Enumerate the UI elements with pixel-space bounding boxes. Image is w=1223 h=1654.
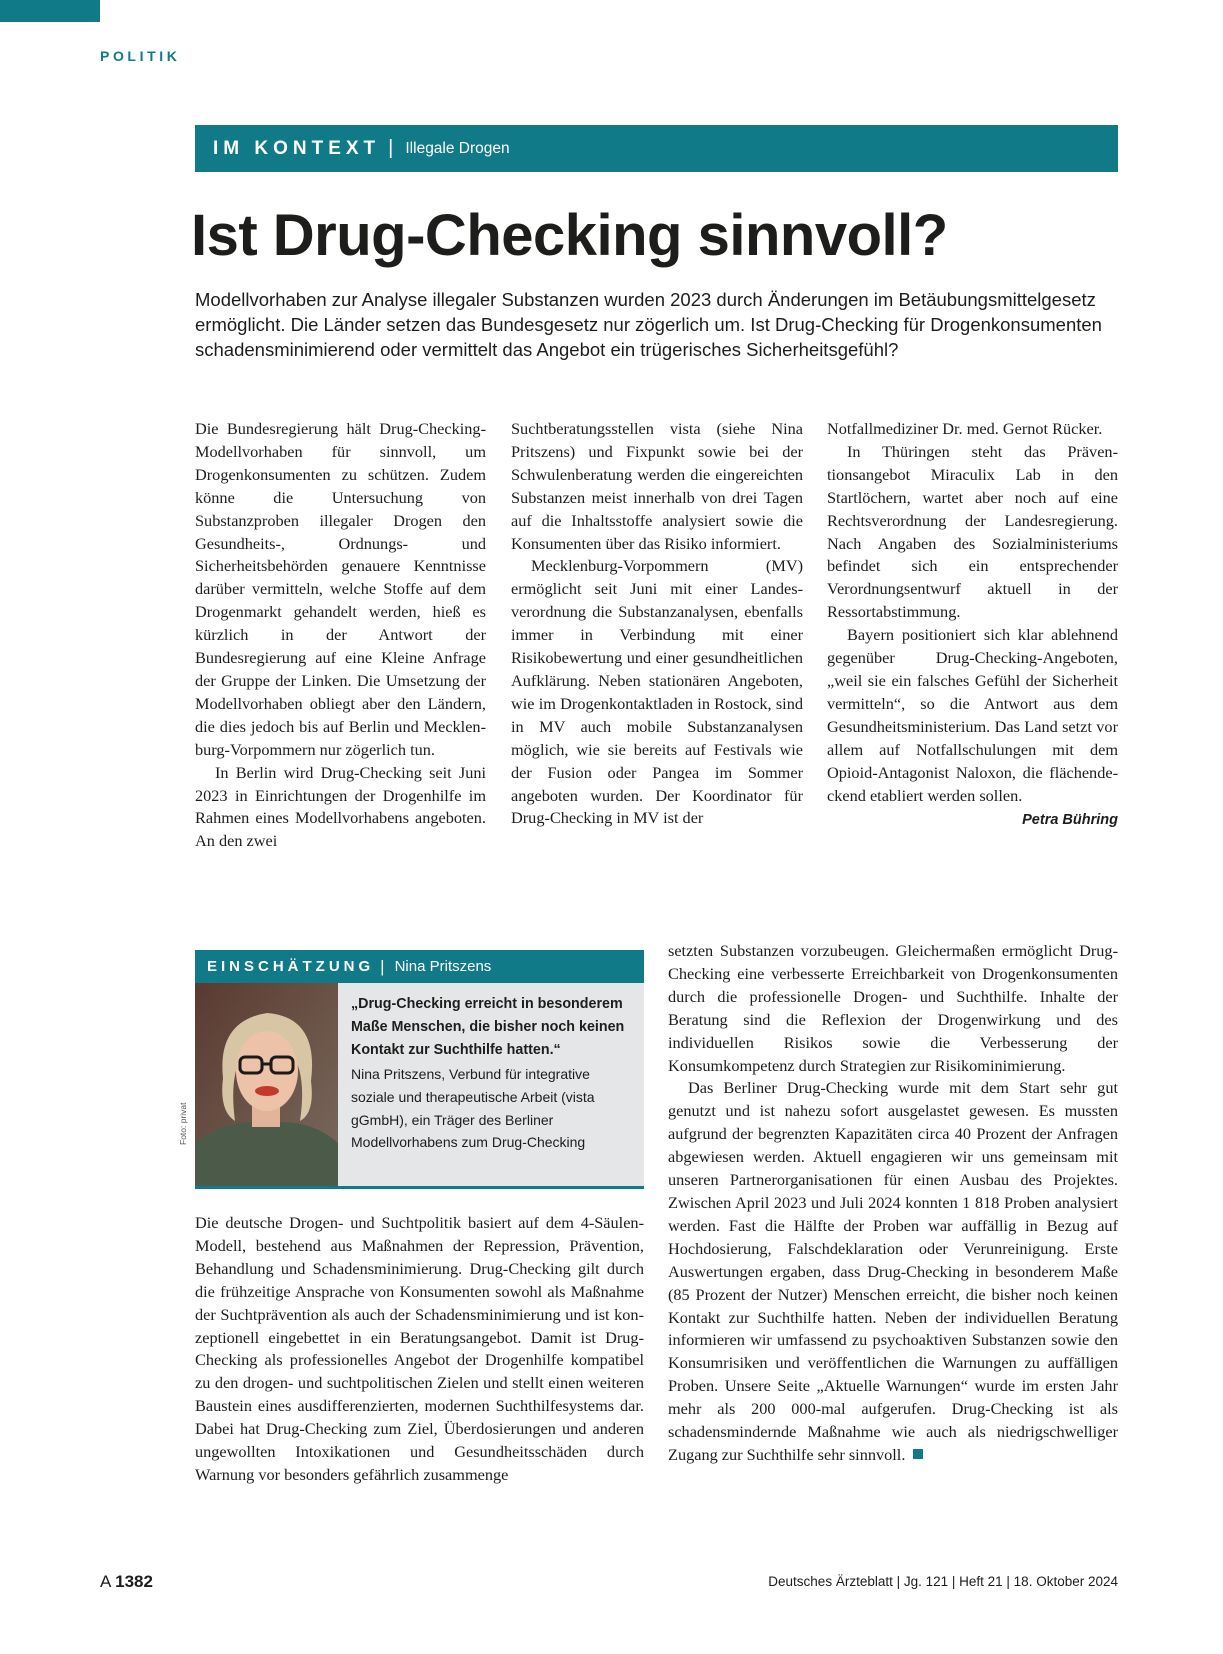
paragraph-text: Das Berliner Drug-Checking wurde mit dem Start sehr gut genutzt und ist nahezu sofort ausgelastet gewesen. Es mussten aufgrund der begrenzten Kapazitäten circa 40 Prozent der Anfragen abgewiesen werden. Aktuell engagieren wir uns gemeinsam mit unseren Partnerorganisationen für einen Ausbau des Projektes. Zwischen April 2023 und Juli 2024 konnten 1 818 Proben analysiert werden. Fast die Hälfte der Proben war auffällig in Bezug auf Hochdosierung, Falschdeklaration oder Verunreinigung. Erste Auswertungen ergaben, dass Drug-Checking in besonderem Maße (85 Prozent der Nutzer) Menschen erreicht, die bisher noch keinen Kontakt zur Suchthilfe hatten. Neben der individuellen Beratung informieren wir umfassend zu psychoaktiven Substanzen sowie den Konsumrisiken und veröffentlichen die Warnungen zu auffälligen Proben. Unsere Seite „Aktuelle Warnungen“ wurde im ersten Jahr mehr als 200 000-mal aufgerufen. Drug-Checking ist als schadensmindernde Maßnahme wie auch als niedrigschwelliger Zugang zur Suchthilfe sehr sinnvoll. <box>668 1078 1118 1464</box>
kontext-label: IM KONTEXT <box>213 137 381 159</box>
kontext-topic: Illegale Drogen <box>405 139 510 157</box>
paragraph: Suchtberatungsstellen vista (siehe Nina Pritszens) und Fixpunkt sowie bei der Schwulenberatung werden die eingereichten Substanzen meist innerhalb von drei Tagen auf die Inhaltsstoffe analysiert sowie die Konsumenten über das Risiko informiert. <box>511 419 803 553</box>
paragraph: Die Bundesregierung hält Drug-Checking-Modellvorhaben für sinnvoll, um Drogenkonsumenten zu schützen. Zudem könne die Untersuchung von Substanzproben illegaler Drogen den Gesundheits-, Ordnungs- und Sicherheitsbehörden genauere Kenntnisse darüber vermitteln, welche Stoffe auf dem Drogenmarkt gehandelt werden, hieß es kürzlich in der Antwort der Bundesregierung auf eine Kleine Anfrage der Gruppe der Linken. Die Umsetzung der Modellvorhaben obliegt aber den Ländern, die dies jedoch bis auf Berlin und Mecklenburg-Vorpommern nur zögerlich tun. <box>195 419 486 759</box>
paragraph: In Thüringen steht das Präventionsangebot Miraculix Lab in den Startlöchern, wartet aber noch auf eine Rechtsverordnung der Landesregierung. Nach Angaben des Sozialministeriums befindet sich ein entsprechender Verordnungsentwurf aktuell in der Ressortabstimmung. <box>827 441 1118 622</box>
author-byline: Petra Bühring <box>1022 812 1118 829</box>
page-prefix: A <box>100 1572 111 1591</box>
headline: Ist Drug-Checking sinnvoll? <box>191 203 948 268</box>
kontext-banner <box>195 125 1118 172</box>
end-of-article-mark <box>913 1449 923 1459</box>
article-column-1 <box>195 418 486 853</box>
einschaetzung-separator: | <box>380 956 385 976</box>
einschaetzung-header <box>195 950 644 983</box>
page-number-value: 1382 <box>115 1572 153 1591</box>
portrait-image <box>195 983 338 1186</box>
portrait-photo <box>195 983 338 1186</box>
article-column-2 <box>511 418 803 830</box>
einschaetzung-column-left <box>195 1212 644 1487</box>
paragraph: Mecklenburg-Vorpommern (MV) ermöglicht seit Juni mit einer Landesverordnung die Substanzanalysen, ebenfalls immer in Verbindung mit einer Risikobewertung und einer gesundheitlichen Aufklärung. Neben stationären Angeboten, wie im Drogenkontaktladen in Rostock, sind in MV auch mobile Substanzanalysen möglich, wie sie bereits auf Festivals wie der Fusion oder Pangea im Sommer angeboten wurden. Der Koordinator für Drug-Checking in MV ist der <box>511 556 803 828</box>
einschaetzung-name: Nina Pritszens <box>394 958 492 975</box>
paragraph: Notfallmediziner Dr. med. Gernot Rücker. <box>827 419 1103 438</box>
lede: Modellvorhaben zur Analyse illegaler Substanzen wurden 2023 durch Änderungen im Betäubungsmittelgesetz ermöglicht. Die Länder setzen das Bundesgesetz nur zögerlich um. Ist Drug-Checking für Drogenkonsumenten schadensminimierend oder vermittelt das Angebot ein trügerisches Sicherheitsgefühl? <box>195 289 1102 360</box>
paragraph: Die deutsche Drogen- und Suchtpolitik basiert auf dem 4-Säulen-Modell, bestehend aus Maßnahmen der Repression, Prävention, Behandlung und Schadensminimierung. Drug-Checking gilt durch die frühzeitige Ansprache von Konsumenten sowohl als Maßnahme der Suchtprävention als auch der Schadensminimierung und ist konzeptionell eingebettet in ein Beratungsangebot. Damit ist Drug-Checking als professionelles Angebot der Drogenhilfe kompatibel zu den drogen- und suchtpolitischen Zielen und stellt einen weiteren Baustein eines ausdifferenzierten, modernen Suchthilfesystems dar. Dabei hat Drug-Checking zum Ziel, Überdosierungen und anderen ungewollten Intoxikationen und Gesundheitsschäden durch Warnung vor besonders gefährlich zusammenge <box>195 1213 644 1484</box>
article-column-3 <box>827 418 1118 832</box>
section-label: POLITIK <box>100 48 181 64</box>
page-number <box>100 1572 153 1592</box>
paragraph: Bayern positioniert sich klar ablehnend gegenüber Drug-Checking-Angeboten, „weil sie ein falsches Gefühl der Sicherheit vermitteln“, so die Antwort aus dem Gesundheitsministerium. Das Land setzt vor allem auf Notfallschulungen mit dem Opioid-Antagonist Naloxon, die flächendeckend etabliert werden sollen. <box>827 625 1118 805</box>
paragraph <box>668 1077 1118 1466</box>
pull-quote: „Drug-Checking erreicht in besonderem Maße Menschen, die bisher noch keinen Kontakt zur Suchthilfe hatten.“ <box>351 996 625 1058</box>
quote-box <box>195 983 644 1189</box>
paragraph: setzten Substanzen vorzubeugen. Gleichermaßen ermöglicht Drug-Checking eine verbesserte Erreichbarkeit von Drogenkonsumenten durch die professionelle Drogen- und Suchthilfe. Inhalte der Beratung sind die Reflexion der Drogenwirkung und des individuellen Risikos sowie die Verbesserung der Konsumkompetenz durch Strategien zur Risikominimierung. <box>668 941 1118 1075</box>
quote-source: Nina Pritszens, Verbund für integrative soziale und therapeutische Arbeit (vista gGmbH), ein Träger des Berliner Modellvorhabens zum Drug-Checking <box>351 1066 595 1151</box>
top-accent-bar <box>0 0 100 22</box>
photo-credit: Foto: privat <box>178 1102 188 1145</box>
einschaetzung-label: EINSCHÄTZUNG <box>207 958 375 975</box>
kontext-separator: | <box>388 137 394 159</box>
journal-footer: Deutsches Ärzteblatt | Jg. 121 | Heft 21 | 18. Oktober 2024 <box>768 1574 1118 1589</box>
einschaetzung-column-right <box>668 940 1118 1467</box>
paragraph: In Berlin wird Drug-Checking seit Juni 2023 in Einrichtungen der Drogenhilfe im Rahmen eines Modellvorhabens angeboten. An den zwei <box>195 762 486 851</box>
